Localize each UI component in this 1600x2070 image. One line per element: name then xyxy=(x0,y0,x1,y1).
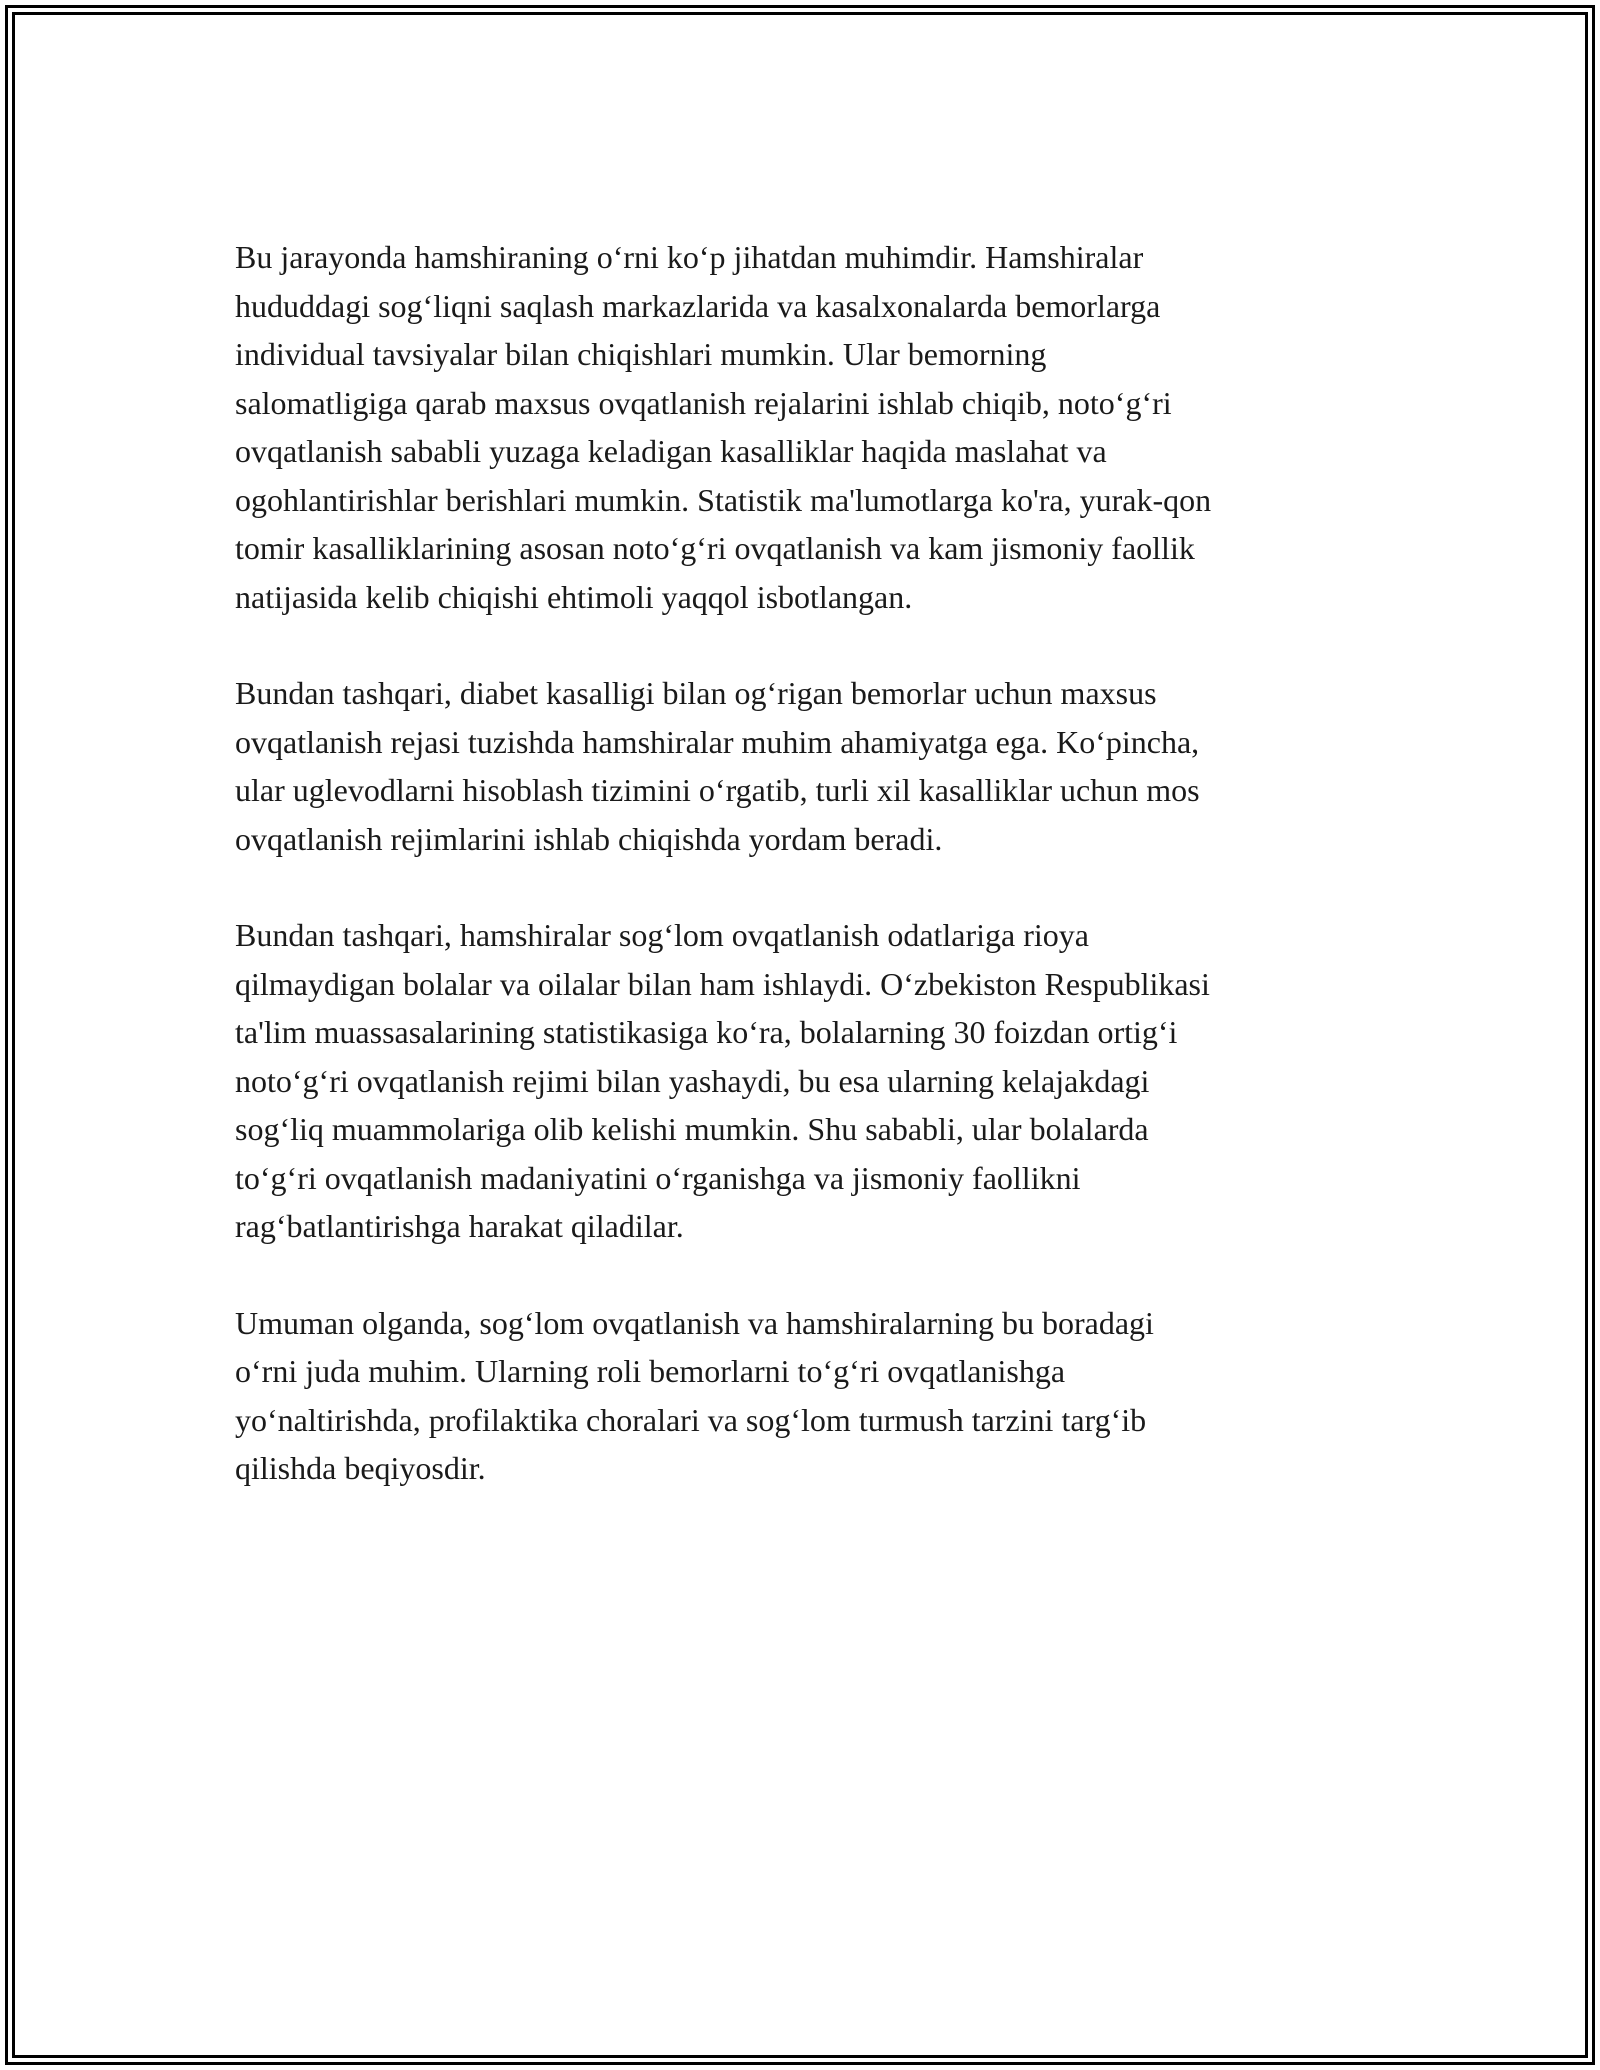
text-line: ular uglevodlarni hisoblash tizimini o‘rgatib, turli xil kasalliklar uchun mos xyxy=(235,772,1200,808)
text-line: tomir kasalliklarining asosan noto‘g‘ri ovqatlanish va kam jismoniy faollik xyxy=(235,530,1195,566)
text-line: individual tavsiyalar bilan chiqishlari mumkin. Ular bemorning xyxy=(235,336,1047,372)
text-line: ta'lim muassasalarining statistikasiga ko‘ra, bolalarning 30 foizdan ortig‘i xyxy=(235,1014,1178,1050)
text-line: natijasida kelib chiqishi ehtimoli yaqqol isbotlangan. xyxy=(235,578,913,615)
text-line: Umuman olganda, sog‘lom ovqatlanish va hamshiralarning bu boradagi xyxy=(235,1304,1154,1341)
document-body xyxy=(235,233,1370,1541)
text-line: o‘rni juda muhim. Ularning roli bemorlarni to‘g‘ri ovqatlanishga xyxy=(235,1353,1066,1389)
text-line: to‘g‘ri ovqatlanish madaniyatini o‘rganishga va jismoniy faollikni xyxy=(235,1159,1081,1196)
text-line: yo‘naltirishda, profilaktika choralari va sog‘lom turmush tarzini targ‘ib xyxy=(235,1401,1147,1438)
text-line: Bu jarayonda hamshiraning o‘rni ko‘p jihatdan muhimdir. Hamshiralar xyxy=(235,239,1144,275)
text-line: ogohlantirishlar berishlari mumkin. Statistik ma'lumotlarga ko'ra, yurak-qon xyxy=(235,481,1212,518)
text-line: hududdagi sog‘liqni saqlash markazlarida va kasalxonalarda bemorlarga xyxy=(235,287,1161,324)
text-line: qilishda beqiyosdir. xyxy=(235,1450,486,1486)
text-line: Bundan tashqari, hamshiralar sog‘lom ovqatlanish odatlariga rioya xyxy=(235,917,1089,953)
text-line: qilmaydigan bolalar va oilalar bilan ham ishlaydi. O‘zbekiston Respublikasi xyxy=(235,965,1210,1002)
text-line: salomatligiga qarab maxsus ovqatlanish rejalarini ishlab chiqib, noto‘g‘ri xyxy=(235,384,1172,421)
paragraph-1 xyxy=(235,233,1370,621)
text-line: ovqatlanish sababli yuzaga keladigan kasalliklar haqida maslahat va xyxy=(235,433,1107,469)
paragraph-4 xyxy=(235,1299,1370,1493)
text-line: noto‘g‘ri ovqatlanish rejimi bilan yashaydi, bu esa ularning kelajakdagi xyxy=(235,1062,1150,1099)
text-line: Bundan tashqari, diabet kasalligi bilan og‘rigan bemorlar uchun maxsus xyxy=(235,675,1157,711)
paragraph-3 xyxy=(235,911,1370,1251)
text-line: rag‘batlantirishga harakat qiladilar. xyxy=(235,1208,684,1244)
text-line: ovqatlanish rejimlarini ishlab chiqishda yordam beradi. xyxy=(235,820,943,857)
text-line: sog‘liq muammolariga olib kelishi mumkin. Shu sababli, ular bolalarda xyxy=(235,1111,1149,1147)
text-line: ovqatlanish rejasi tuzishda hamshiralar muhim ahamiyatga ega. Ko‘pincha, xyxy=(235,723,1200,760)
paragraph-2 xyxy=(235,669,1370,863)
